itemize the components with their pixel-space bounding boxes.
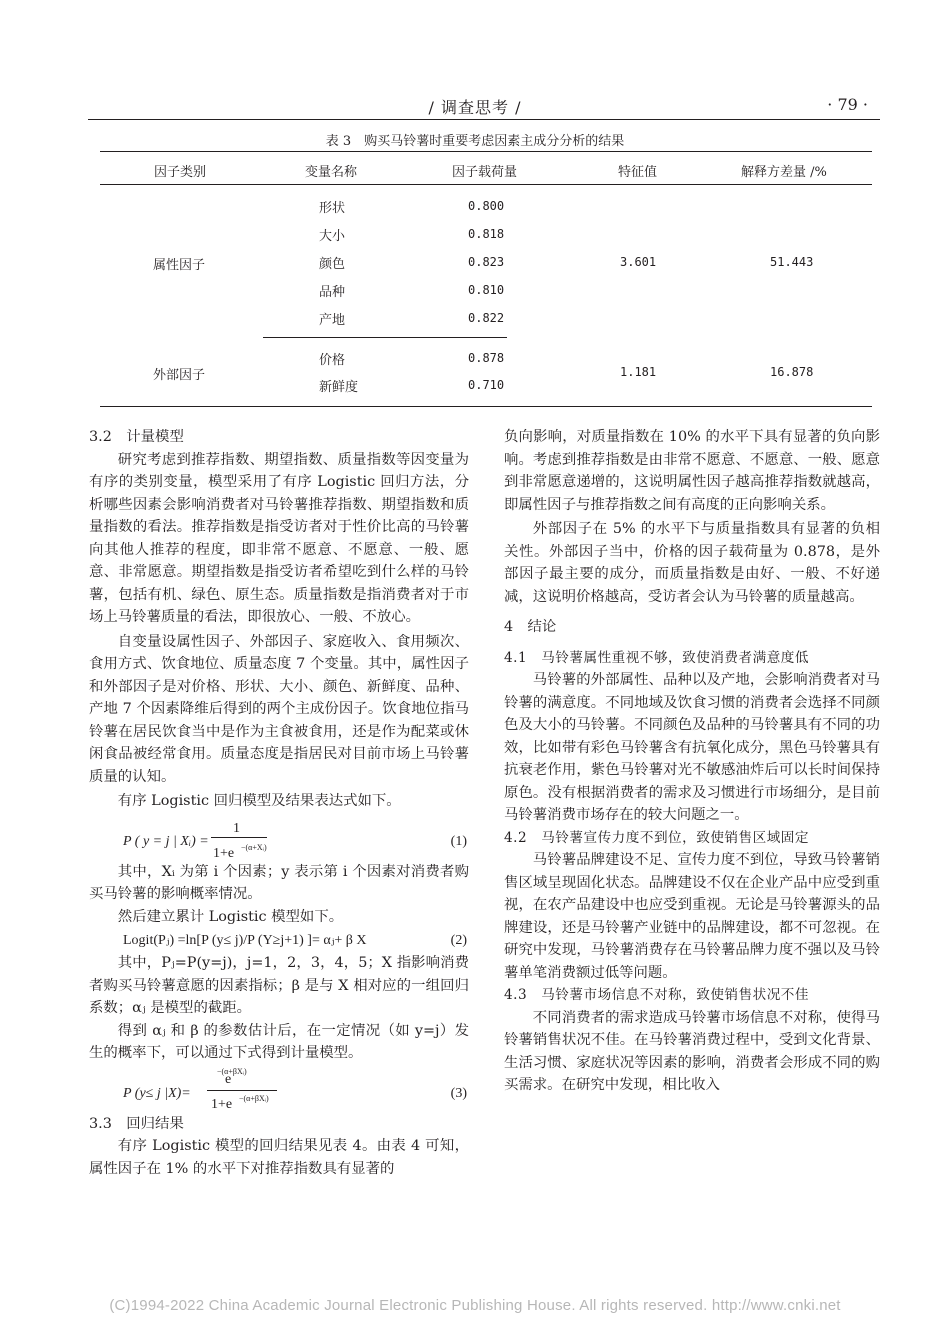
table-header-category: 因子类别 bbox=[154, 165, 207, 180]
table-cell-loading: 0.818 bbox=[468, 227, 505, 241]
table-cell-variance: 16.878 bbox=[770, 365, 814, 379]
group-name-attribute: 属性因子 bbox=[153, 258, 206, 273]
formula-3-lhs: P (y≤ j |X)= bbox=[123, 1085, 191, 1101]
table-top-rule bbox=[100, 151, 872, 152]
page-number: · 79 · bbox=[827, 95, 868, 114]
table-bottom-rule bbox=[100, 406, 872, 407]
paragraph: 其中，Xᵢ 为第 i 个因素；y 表示第 i 个因素对消费者购买马铃薯的影响概率情况。 bbox=[89, 863, 469, 902]
table-header-variable: 变量名称 bbox=[305, 165, 358, 180]
formula-1-number: (1) bbox=[450, 833, 467, 849]
table-header-loading: 因子载荷量 bbox=[452, 165, 518, 180]
right-column bbox=[504, 426, 880, 1097]
table-cell-loading: 0.710 bbox=[468, 378, 505, 392]
formula-1-numerator: 1 bbox=[233, 820, 240, 836]
copyright-footer: (C)1994-2022 China Academic Journal Electronic Publishing House. All rights reserved. http://www.cnki.net bbox=[109, 1297, 841, 1314]
table-caption: 表 3 购买马铃薯时重要考虑因素主成分分析的结果 bbox=[325, 134, 625, 149]
formula-1 bbox=[89, 817, 469, 861]
paragraph: 负向影响，对质量指数在 10% 的水平下具有显著的负向影响。考虑到推荐指数是由非常不愿意、不愿意、一般、愿意到非常愿意递增的，这说明属性因子越高推荐指数就越高，即属性因子与推荐指数之间有高度的正向影响关系。 bbox=[504, 429, 880, 513]
paragraph: 马铃薯品牌建设不足、宣传力度不到位，导致马铃薯销售区域呈现固化状态。品牌建设不仅在企业产品中应受到重视，在农产品建设中也应受到重视。无论是马铃薯源头的品牌建设，还是马铃薯产业链中的品牌建设，都不可忽视。在研究中发现，马铃薯消费存在马铃薯品牌力度不强以及马铃薯单笔消费额过低等问题。 bbox=[504, 852, 880, 981]
paragraph: 然后建立累计 Logistic 模型如下。 bbox=[117, 908, 344, 925]
formula-1-exponent: −(α+Xᵢ) bbox=[241, 842, 267, 852]
header-rule bbox=[88, 119, 880, 120]
running-header: / 调查思考 / bbox=[428, 98, 522, 117]
formula-3-num-exponent: −(α+βXᵢ) bbox=[217, 1066, 247, 1076]
table-cell-variable: 形状 bbox=[319, 201, 346, 216]
table-group-rule bbox=[263, 337, 507, 338]
paragraph: 有序 Logistic 回归模型及结果表达式如下。 bbox=[117, 793, 401, 809]
table-cell-loading: 0.878 bbox=[468, 351, 505, 365]
section-heading-4-2: 4.2 马铃薯宣传力度不到位，致使销售区域固定 bbox=[504, 829, 809, 846]
table-cell-variable: 价格 bbox=[319, 353, 346, 368]
table-cell-loading: 0.810 bbox=[468, 283, 505, 297]
table-cell-eigenvalue: 1.181 bbox=[620, 365, 657, 379]
formula-3-den-exponent: −(α+βXᵢ) bbox=[239, 1093, 269, 1103]
formula-1-lhs: P ( y = j | Xᵢ) = bbox=[123, 833, 209, 849]
left-column bbox=[89, 426, 469, 1180]
formula-3 bbox=[89, 1065, 469, 1113]
table-header-rule bbox=[100, 184, 872, 185]
table-cell-loading: 0.822 bbox=[468, 311, 505, 325]
section-heading-4: 4 结论 bbox=[504, 619, 557, 635]
table-cell-loading: 0.800 bbox=[468, 199, 505, 213]
formula-3-denominator: 1+e bbox=[211, 1096, 233, 1112]
table-header-variance: 解释方差量 /% bbox=[741, 165, 827, 180]
paragraph: 有序 Logistic 模型的回归结果见表 4。由表 4 可知，属性因子在 1% 的水平下对推荐指数具有显著的 bbox=[89, 1138, 469, 1177]
table-cell-variance: 51.443 bbox=[770, 255, 814, 269]
formula-2-number: (2) bbox=[450, 933, 467, 948]
table-cell-loading: 0.823 bbox=[468, 255, 505, 269]
paragraph: 马铃薯的外部属性、品种以及产地，会影响消费者对马铃薯的满意度。不同地域及饮食习惯的消费者会选择不同颜色及大小的马铃薯。不同颜色及品种的马铃薯具有不同的功效，比如带有彩色马铃薯含有抗氧化成分，黑色马铃薯具有抗衰老作用，紫色马铃薯对光不敏感油炸后可以长时间保持原色。没有根据消费者的需求及习惯进行市场细分，是目前马铃薯消费市场存在的较大问题之一。 bbox=[504, 672, 880, 823]
table-header-eigenvalue: 特征值 bbox=[618, 165, 658, 180]
table-cell-variable: 大小 bbox=[319, 229, 346, 244]
table-cell-eigenvalue: 3.601 bbox=[620, 255, 657, 269]
formula-3-number: (3) bbox=[450, 1085, 467, 1101]
table-cell-variable: 新鲜度 bbox=[319, 380, 359, 395]
formula-3-numerator: e bbox=[225, 1071, 232, 1087]
section-heading-4-1: 4.1 马铃薯属性重视不够，致使消费者满意度低 bbox=[504, 649, 809, 666]
table-cell-variable: 产地 bbox=[319, 313, 346, 328]
paragraph: 其中，Pⱼ=P(y=j)，j=1，2，3，4，5；X 指影响消费者购买马铃薯意愿的因素指标；β 是与 X 相对应的一组回归系数；αⱼ 是模型的截距。 bbox=[89, 955, 469, 1016]
paragraph: 研究考虑到推荐指数、期望指数、质量指数等因变量为有序的类别变量，模型采用了有序 Logistic 回归方法，分析哪些因素会影响消费者对马铃薯推荐指数、期望指数和质量指数的看法。推荐指数是指受访者对于性价比高的马铃薯向其他人推荐的程度，即非常不愿意、不愿意、一般、愿意、非常愿意。期望指数是指受访者希望吃到什么样的马铃薯，包括有机、绿色、原生态。质量指数是指消费者对于市场上马铃薯质量的看法，即很放心、一般、不放心。 bbox=[89, 451, 469, 625]
formula-2-expr: Logit(Pⱼ) =ln[P (y≤ j)/P (Y≥j+1) ]= αⱼ+ β X bbox=[123, 933, 367, 948]
section-heading-3-2: 3.2 计量模型 bbox=[89, 429, 184, 445]
formula-2 bbox=[89, 928, 469, 952]
table-cell-variable: 颜色 bbox=[319, 257, 346, 272]
group-name-external: 外部因子 bbox=[153, 368, 206, 383]
formula-1-denominator: 1+e bbox=[213, 845, 235, 861]
paragraph: 不同消费者的需求造成马铃薯市场信息不对称，使得马铃薯销售状况不佳。在马铃薯消费过程中，受到文化背景、生活习惯、家庭状况等因素的影响，消费者会形成不同的购买需求。在研究中发现，相比收入 bbox=[504, 1009, 880, 1093]
paragraph: 得到 αⱼ 和 β 的参数估计后，在一定情况（如 y=j）发生的概率下，可以通过下式得到计量模型。 bbox=[89, 1022, 469, 1061]
paragraph: 外部因子在 5% 的水平下与质量指数具有显著的负相关性。外部因子当中，价格的因子载荷量为 0.878，是外部因子最主要的成分，而质量指数是由好、一般、不好递减，这说明价格越高，受访者会认为马铃薯的质量越高。 bbox=[504, 521, 880, 605]
section-heading-4-3: 4.3 马铃薯市场信息不对称，致使销售状况不佳 bbox=[504, 987, 809, 1003]
paragraph: 自变量设属性因子、外部因子、家庭收入、食用频次、食用方式、饮食地位、质量态度 7 个变量。其中，属性因子和外部因子是对价格、形状、大小、颜色、新鲜度、品种、产地 7 个因素降维后得到的两个主成份因子。饮食地位指马铃薯在居民饮食当中是作为主食被食用，还是作为配菜或休闲食品被经常食用。质量态度是指居民对目前市场上马铃薯质量的认知。 bbox=[89, 633, 469, 785]
table-cell-variable: 品种 bbox=[319, 285, 346, 300]
section-heading-3-3: 3.3 回归结果 bbox=[89, 1115, 184, 1132]
